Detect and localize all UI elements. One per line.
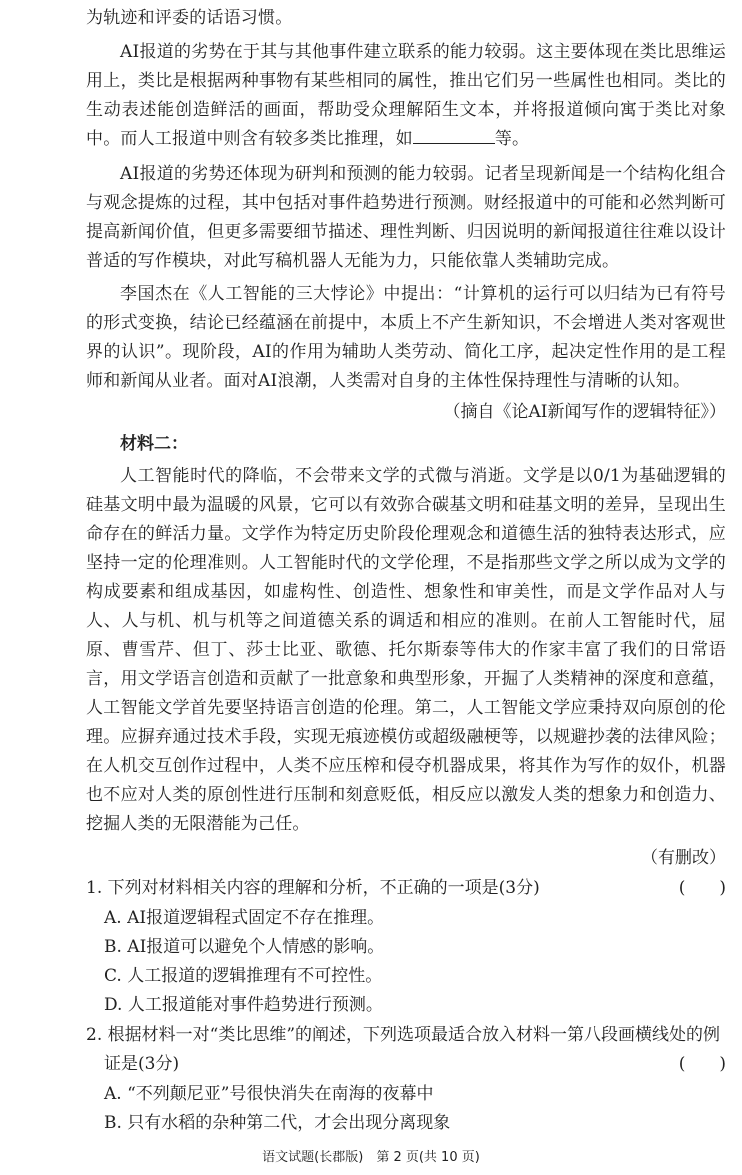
source-citation-1: （摘自《论AI新闻写作的逻辑特征》） <box>443 402 726 422</box>
paragraph-analogy <box>86 38 726 154</box>
question-2-stem-line2: 证是(3分) <box>104 1054 180 1074</box>
question-1-answer-bracket: ( ) <box>678 878 726 898</box>
page-footer: 语文试题(长郡版) 第 2 页(共 10 页) <box>262 1150 480 1165</box>
question-2-answer-bracket: ( ) <box>678 1054 726 1074</box>
paragraph-continuation: 为轨迹和评委的话语习惯。 <box>86 8 293 28</box>
question-2-option-a: A. “不列颠尼亚”号很快消失在南海的夜幕中 <box>104 1084 434 1104</box>
question-1-option-a: A. AI报道逻辑程式固定不存在推理。 <box>104 908 385 928</box>
source-citation-2: （有删改） <box>641 848 726 868</box>
question-1-option-d: D. 人工报道能对事件趋势进行预测。 <box>104 995 383 1015</box>
question-2-line2 <box>86 1050 726 1079</box>
material-two-heading: 材料二： <box>120 434 188 454</box>
question-1-option-c: C. 人工报道的逻辑推理有不可控性。 <box>104 966 383 986</box>
question-2-stem-line1: 2. 根据材料一对“类比思维”的阐述，下列选项最适合放入材料一第八段画横线处的例 <box>86 1025 721 1045</box>
paragraph-prediction: AI报道的劣势还体现为研判和预测的能力较弱。记者呈现新闻是一个结构化组合与观念提炼的过程，其中包括对事件趋势进行预测。财经报道中的可能和必然判断可提高新闻价值，但更多需要细节描述、理性判断、归因说明的新闻报道往往难以设计普适的写作模块，对此写稿机器人无能为力，只能依靠人类辅助完成。 <box>86 164 726 271</box>
question-1 <box>86 874 726 903</box>
paragraph-analogy-text: AI报道的劣势在于其与其他事件建立联系的能力较弱。这主要体现在类比思维运用上，类比是根据两种事物有某些相同的属性，推出它们另一些属性也相同。类比的生动表述能创造鲜活的画面，帮助受众理解陌生文本，并将报道倾向寓于类比对象中。而人工报道中则含有较多类比推理，如 <box>86 42 726 149</box>
question-1-option-b: B. AI报道可以避免个人情感的影响。 <box>104 937 385 957</box>
paragraph-literature-ethics: 人工智能时代的降临，不会带来文学的式微与消逝。文学是以0/1为基础逻辑的硅基文明中最为温暖的风景，它可以有效弥合碳基文明和硅基文明的差异，呈现出生命存在的鲜活力量。文学作为特定历史阶段伦理观念和道德生活的独特表达形式，应坚持一定的伦理准则。人工智能时代的文学伦理，不是指那些文学之所以成为文学的构成要素和组成基因，如虚构性、创造性、想象性和审美性，而是文学作品对人与人、人与机、机与机等之间道德关系的调适和相应的准则。在前人工智能时代，屈原、曹雪芹、但丁、莎士比亚、歌德、托尔斯泰等伟大的作家丰富了我们的日常语言，用文学语言创造和贡献了一批意象和典型形象，开掘了人类精神的深度和意蕴，人工智能文学首先要坚持语言创造的伦理。第二，人工智能文学应秉持双向原创的伦理。应摒弃通过技术手段，实现无痕迹模仿或超级融梗等，以规避抄袭的法律风险；在人机交互创作过程中，人类不应压榨和侵夺机器成果，将其作为写作的奴仆，机器也不应对人类的原创性进行压制和刻意贬低，相反应以激发人类的想象力和创造力、挖掘人类的无限潜能为己任。 <box>86 466 726 834</box>
paragraph-quote: 李国杰在《人工智能的三大悖论》中提出：“计算机的运行可以归结为已有符号的形式变换，结论已经蕴涵在前提中，本质上不产生新知识，不会增进人类对客观世界的认识”。现阶段，AI的作用为辅助人类劳动、简化工序，起决定性作用的是工程师和新闻从业者。面对AI浪潮，人类需对自身的主体性保持理性与清晰的认知。 <box>86 284 726 391</box>
fill-blank-line <box>413 127 495 144</box>
question-1-stem: 1. 下列对材料相关内容的理解和分析，不正确的一项是(3分) <box>86 878 540 898</box>
paragraph-analogy-end: 等。 <box>494 129 530 149</box>
question-2 <box>86 1021 726 1050</box>
question-2-option-b: B. 只有水稻的杂种第二代，才会出现分离现象 <box>104 1113 451 1133</box>
